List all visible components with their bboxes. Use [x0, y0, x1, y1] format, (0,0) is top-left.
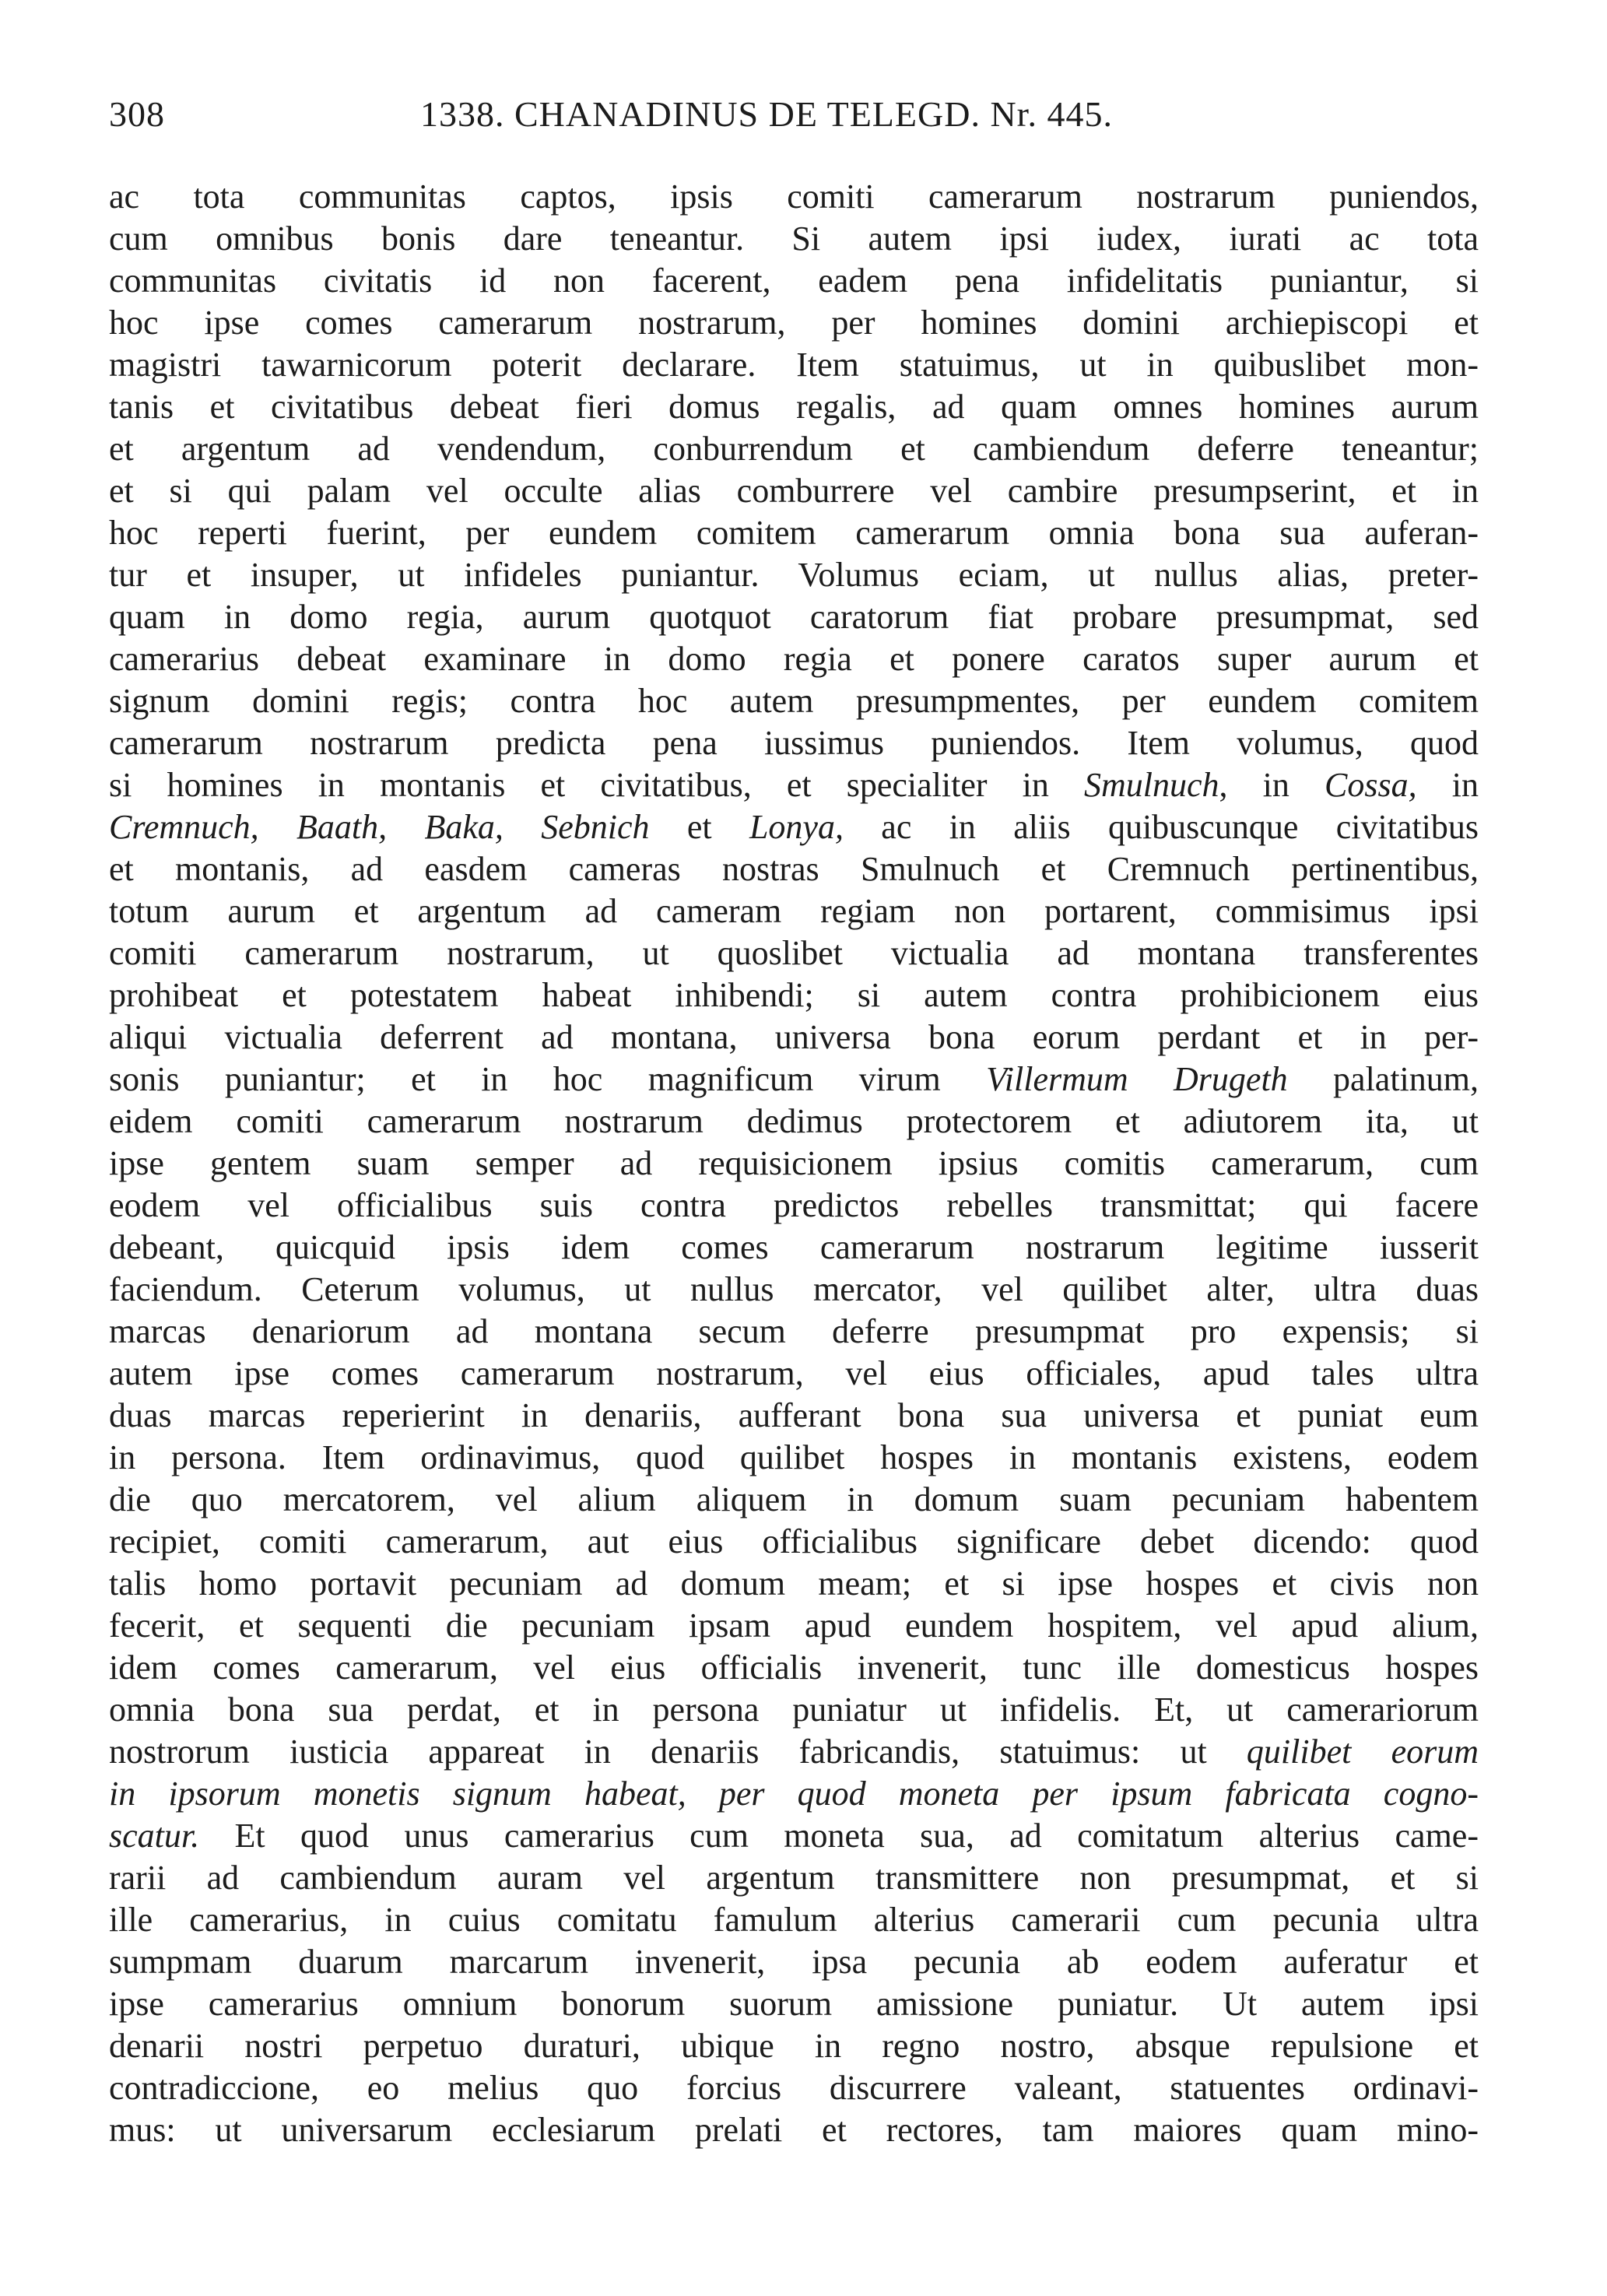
- italic-text: Cremnuch, Baath, Baka, Sebnich: [109, 808, 650, 846]
- italic-text: in ipsorum monetis signum habeat, per quod moneta per ipsum fabricata cogno-: [109, 1775, 1479, 1813]
- italic-text: quilibet eorum: [1246, 1733, 1479, 1771]
- text-line: sonis puniantur; et in hoc magnificum virum Villermum Drugeth palatinum,: [109, 1060, 1479, 1098]
- text-line: recipiet, comiti camerarum, aut eius officialibus significare debet dicendo: quod: [109, 1522, 1479, 1561]
- text-line: rarii ad cambiendum auram vel argentum transmittere non presumpmat, et si: [109, 1859, 1479, 1897]
- text-line: idem comes camerarum, vel eius officialis invenerit, tunc ille domesticus hospes: [109, 1648, 1479, 1687]
- text-line: talis homo portavit pecuniam ad domum meam; et si ipse hospes et civis non: [109, 1564, 1479, 1603]
- text-line: aliqui victualia deferrent ad montana, universa bona eorum perdant et in per-: [109, 1018, 1479, 1056]
- text-line: mus: ut universarum ecclesiarum prelati et rectores, tam maiores quam mino-: [109, 2111, 1479, 2149]
- text-line: ac tota communitas captos, ipsis comiti camerarum nostrarum puniendos,: [109, 177, 1479, 216]
- text-line: fecerit, et sequenti die pecuniam ipsam apud eundem hospitem, vel apud alium,: [109, 1606, 1479, 1645]
- text-line: si homines in montanis et civitatibus, et specialiter in Smulnuch, in Cossa, in: [109, 766, 1479, 804]
- text-line: duas marcas reperierint in denariis, aufferant bona sua universa et puniat eum: [109, 1396, 1479, 1434]
- text-line: eidem comiti camerarum nostrarum dedimus protectorem et adiutorem ita, ut: [109, 1102, 1479, 1140]
- text-line: tanis et civitatibus debeat fieri domus regalis, ad quam omnes homines aurum: [109, 388, 1479, 426]
- text-line: [109, 1773, 1479, 1815]
- italic-text: Smulnuch: [1084, 766, 1219, 804]
- text-line: nostrorum iusticia appareat in denariis fabricandis, statuimus: ut quilibet eorum: [109, 1733, 1479, 1771]
- page-header: [109, 93, 1479, 140]
- text-line: debeant, quicquid ipsis idem comes camerarum nostrarum legitime iusserit: [109, 1228, 1479, 1266]
- text-line: marcas denariorum ad montana secum deferre presumpmat pro expensis; si: [109, 1312, 1479, 1350]
- text-line: denarii nostri perpetuo duraturi, ubique in regno nostro, absque repulsione et: [109, 2027, 1479, 2065]
- text-line: et argentum ad vendendum, conburrendum et cambiendum deferre teneantur;: [109, 430, 1479, 468]
- text-line: eodem vel officialibus suis contra predictos rebelles transmittat; qui facere: [109, 1186, 1479, 1224]
- text-line: ille camerarius, in cuius comitatu famulum alterius camerarii cum pecunia ultra: [109, 1901, 1479, 1939]
- text-line: camerarum nostrarum predicta pena iussimus puniendos. Item volumus, quod: [109, 724, 1479, 762]
- italic-text: Lonya,: [749, 808, 844, 846]
- text-line: camerarius debeat examinare in domo regia et ponere caratos super aurum et: [109, 640, 1479, 678]
- text-line: et si qui palam vel occulte alias comburrere vel cambire presumpserint, et in: [109, 472, 1479, 510]
- text-line: comiti camerarum nostrarum, ut quoslibet victualia ad montana transferentes: [109, 934, 1479, 972]
- text-line: ipse gentem suam semper ad requisicionem ipsius comitis camerarum, cum: [109, 1144, 1479, 1182]
- text-line: omnia bona sua perdat, et in persona puniatur ut infidelis. Et, ut camerariorum: [109, 1690, 1479, 1729]
- text-line: Cremnuch, Baath, Baka, Sebnich et Lonya, ac in aliis quibuscunque civitatibus: [109, 808, 1479, 846]
- italic-text: Villermum Drugeth: [986, 1060, 1288, 1098]
- text-line: sumpmam duarum marcarum invenerit, ipsa pecunia ab eodem auferatur et: [109, 1943, 1479, 1981]
- text-line: scatur. Et quod unus camerarius cum moneta sua, ad comitatum alterius came-: [109, 1817, 1479, 1855]
- running-head: 1338. CHANADINUS DE TELEGD. Nr. 445.: [420, 94, 1113, 134]
- italic-text: scatur.: [109, 1817, 200, 1855]
- italic-text: Cossa,: [1325, 766, 1417, 804]
- text-line: cum omnibus bonis dare teneantur. Si autem ipsi iudex, iurati ac tota: [109, 219, 1479, 258]
- text-line: ipse camerarius omnium bonorum suorum amissione puniatur. Ut autem ipsi: [109, 1985, 1479, 2023]
- text-line: contradiccione, eo melius quo forcius discurrere valeant, statuentes ordinavi-: [109, 2069, 1479, 2107]
- body-text: [109, 176, 1479, 2151]
- text-line: et montanis, ad easdem cameras nostras Smulnuch et Cremnuch pertinentibus,: [109, 850, 1479, 888]
- text-line: in persona. Item ordinavimus, quod quilibet hospes in montanis existens, eodem: [109, 1438, 1479, 1476]
- text-line: autem ipse comes camerarum nostrarum, vel eius officiales, apud tales ultra: [109, 1354, 1479, 1392]
- text-line: quam in domo regia, aurum quotquot caratorum fiat probare presumpmat, sed: [109, 598, 1479, 636]
- text-line: communitas civitatis id non facerent, eadem pena infidelitatis puniantur, si: [109, 262, 1479, 300]
- text-line: die quo mercatorem, vel alium aliquem in domum suam pecuniam habentem: [109, 1480, 1479, 1518]
- page-number: 308: [109, 94, 165, 134]
- text-line: magistri tawarnicorum poterit declarare. Item statuimus, ut in quibuslibet mon-: [109, 346, 1479, 384]
- text-line: tur et insuper, ut infideles puniantur. Volumus eciam, ut nullus alias, preter-: [109, 556, 1479, 594]
- text-line: hoc reperti fuerint, per eundem comitem camerarum omnia bona sua auferan-: [109, 514, 1479, 552]
- page: [109, 93, 1479, 140]
- text-line: hoc ipse comes camerarum nostrarum, per homines domini archiepiscopi et: [109, 304, 1479, 342]
- text-line: signum domini regis; contra hoc autem presumpmentes, per eundem comitem: [109, 682, 1479, 720]
- text-line: faciendum. Ceterum volumus, ut nullus mercator, vel quilibet alter, ultra duas: [109, 1270, 1479, 1308]
- text-line: totum aurum et argentum ad cameram regiam non portarent, commisimus ipsi: [109, 892, 1479, 930]
- text-line: prohibeat et potestatem habeat inhibendi; si autem contra prohibicionem eius: [109, 976, 1479, 1014]
